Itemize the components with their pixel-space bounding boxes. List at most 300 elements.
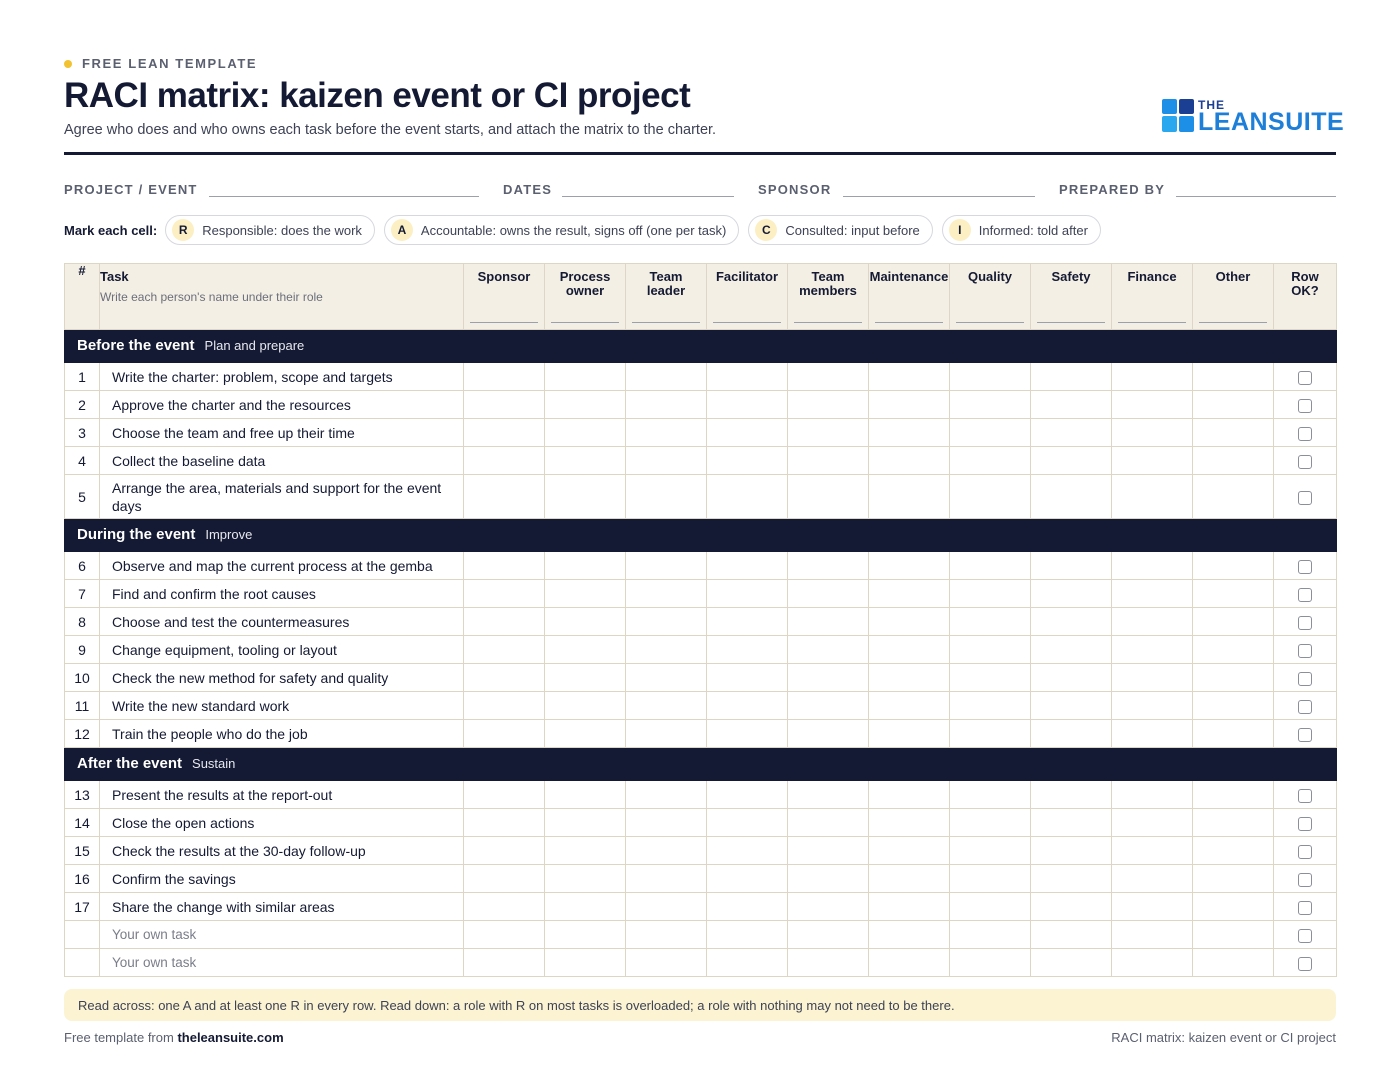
raci-body xyxy=(65,330,1337,977)
legend-text: Responsible: does the work xyxy=(202,222,362,238)
raci-cell[interactable] xyxy=(464,692,545,720)
raci-cell[interactable] xyxy=(869,608,950,636)
raci-cell[interactable] xyxy=(707,781,788,809)
prepared-by-label: PREPARED BY xyxy=(1059,182,1166,197)
row-ok-checkbox[interactable] xyxy=(1298,929,1312,943)
raci-cell[interactable] xyxy=(707,809,788,837)
raci-cell[interactable] xyxy=(950,419,1031,447)
raci-cell[interactable] xyxy=(869,419,950,447)
raci-cell[interactable] xyxy=(1112,419,1193,447)
row-ok-checkbox[interactable] xyxy=(1298,700,1312,714)
raci-cell[interactable] xyxy=(1031,720,1112,748)
row-ok-cell xyxy=(1274,865,1337,893)
raci-cell[interactable] xyxy=(1031,893,1112,921)
row-number: 1 xyxy=(65,363,100,391)
raci-cell[interactable] xyxy=(626,391,707,419)
raci-cell[interactable] xyxy=(788,692,869,720)
role-name-line[interactable] xyxy=(875,322,943,323)
raci-cell[interactable] xyxy=(626,720,707,748)
prepared-by-input-line[interactable] xyxy=(1176,196,1336,197)
raci-cell[interactable] xyxy=(626,664,707,692)
legend-badge: A xyxy=(391,219,413,241)
table-row xyxy=(65,419,1337,447)
raci-cell[interactable] xyxy=(788,419,869,447)
raci-cell[interactable] xyxy=(950,552,1031,580)
raci-cell[interactable] xyxy=(464,921,545,949)
row-number xyxy=(65,921,100,949)
raci-cell[interactable] xyxy=(464,419,545,447)
raci-cell[interactable] xyxy=(707,949,788,977)
raci-cell[interactable] xyxy=(1193,608,1274,636)
raci-cell[interactable] xyxy=(626,552,707,580)
raci-cell[interactable] xyxy=(1112,949,1193,977)
raci-cell[interactable] xyxy=(1193,809,1274,837)
raci-cell[interactable] xyxy=(626,692,707,720)
raci-cell[interactable] xyxy=(545,893,626,921)
raci-cell[interactable] xyxy=(1112,781,1193,809)
raci-cell[interactable] xyxy=(1112,636,1193,664)
raci-cell[interactable] xyxy=(1112,580,1193,608)
row-ok-checkbox[interactable] xyxy=(1298,616,1312,630)
role-line2: leader xyxy=(646,283,686,298)
raci-cell[interactable] xyxy=(788,391,869,419)
raci-cell[interactable] xyxy=(464,781,545,809)
raci-cell[interactable] xyxy=(788,447,869,475)
raci-cell[interactable] xyxy=(1112,837,1193,865)
raci-cell[interactable] xyxy=(1193,664,1274,692)
raci-cell[interactable] xyxy=(464,580,545,608)
raci-cell[interactable] xyxy=(1031,391,1112,419)
raci-cell[interactable] xyxy=(464,363,545,391)
raci-cell[interactable] xyxy=(950,837,1031,865)
raci-cell[interactable] xyxy=(788,949,869,977)
leansuite-mark-icon xyxy=(1162,99,1195,133)
row-ok-checkbox[interactable] xyxy=(1298,455,1312,469)
task-text: Arrange the area, materials and support for the event days xyxy=(100,475,464,519)
num-header: # xyxy=(65,264,100,330)
raci-cell[interactable] xyxy=(545,475,626,519)
table-row xyxy=(65,447,1337,475)
row-ok-cell xyxy=(1274,580,1337,608)
row-ok-cell xyxy=(1274,781,1337,809)
raci-cell[interactable] xyxy=(545,419,626,447)
raci-cell[interactable] xyxy=(950,781,1031,809)
raci-cell[interactable] xyxy=(1193,580,1274,608)
raci-cell[interactable] xyxy=(707,664,788,692)
footer-left xyxy=(64,1030,284,1045)
raci-cell[interactable] xyxy=(1193,720,1274,748)
raci-cell[interactable] xyxy=(1193,921,1274,949)
raci-cell[interactable] xyxy=(1112,893,1193,921)
raci-cell[interactable] xyxy=(707,865,788,893)
raci-cell[interactable] xyxy=(869,865,950,893)
row-ok-cell xyxy=(1274,664,1337,692)
page-title: RACI matrix: kaizen event or CI project xyxy=(64,76,691,115)
raci-cell[interactable] xyxy=(1193,363,1274,391)
task-text: Approve the charter and the resources xyxy=(100,391,464,419)
raci-cell[interactable] xyxy=(545,552,626,580)
raci-cell[interactable] xyxy=(1193,865,1274,893)
row-ok-checkbox[interactable] xyxy=(1298,491,1312,505)
row-number: 12 xyxy=(65,720,100,748)
row-ok-checkbox[interactable] xyxy=(1298,371,1312,385)
raci-cell[interactable] xyxy=(869,447,950,475)
raci-cell[interactable] xyxy=(1031,921,1112,949)
raci-cell[interactable] xyxy=(788,608,869,636)
raci-cell[interactable] xyxy=(1193,893,1274,921)
raci-cell[interactable] xyxy=(869,921,950,949)
sponsor-label: SPONSOR xyxy=(758,182,832,197)
section-title: During the event xyxy=(77,526,196,543)
raci-cell[interactable] xyxy=(1193,636,1274,664)
raci-cell[interactable] xyxy=(869,893,950,921)
role-name-line[interactable] xyxy=(632,322,700,323)
row-ok-checkbox[interactable] xyxy=(1298,817,1312,831)
own-task-placeholder[interactable]: Your own task xyxy=(100,921,464,949)
row-number: 13 xyxy=(65,781,100,809)
row-ok-checkbox[interactable] xyxy=(1298,399,1312,413)
role-header-team-leader xyxy=(626,264,707,330)
raci-cell[interactable] xyxy=(545,809,626,837)
raci-cell[interactable] xyxy=(950,893,1031,921)
raci-cell[interactable] xyxy=(707,837,788,865)
raci-cell[interactable] xyxy=(626,949,707,977)
raci-cell[interactable] xyxy=(1031,447,1112,475)
raci-cell[interactable] xyxy=(950,664,1031,692)
raci-cell[interactable] xyxy=(1112,809,1193,837)
legend-badge: C xyxy=(755,219,777,241)
raci-cell[interactable] xyxy=(545,391,626,419)
raci-cell[interactable] xyxy=(707,363,788,391)
raci-cell[interactable] xyxy=(545,921,626,949)
legend-informed xyxy=(942,215,1101,245)
raci-cell[interactable] xyxy=(707,475,788,519)
legend-consulted xyxy=(748,215,932,245)
raci-cell[interactable] xyxy=(707,921,788,949)
raci-cell[interactable] xyxy=(950,475,1031,519)
raci-cell[interactable] xyxy=(950,391,1031,419)
role-line2: owner xyxy=(565,283,605,298)
raci-cell[interactable] xyxy=(1031,809,1112,837)
raci-cell[interactable] xyxy=(950,580,1031,608)
raci-cell[interactable] xyxy=(788,921,869,949)
raci-cell[interactable] xyxy=(464,949,545,977)
row-number: 3 xyxy=(65,419,100,447)
raci-cell[interactable] xyxy=(707,419,788,447)
raci-cell[interactable] xyxy=(464,809,545,837)
raci-cell[interactable] xyxy=(545,865,626,893)
raci-cell[interactable] xyxy=(788,893,869,921)
raci-cell[interactable] xyxy=(626,363,707,391)
raci-cell[interactable] xyxy=(545,720,626,748)
role-name-line[interactable] xyxy=(470,322,538,323)
raci-cell[interactable] xyxy=(707,692,788,720)
raci-cell[interactable] xyxy=(1112,552,1193,580)
role-name-line[interactable] xyxy=(794,322,862,323)
raci-cell[interactable] xyxy=(869,809,950,837)
raci-cell[interactable] xyxy=(788,475,869,519)
raci-cell[interactable] xyxy=(1031,608,1112,636)
raci-cell[interactable] xyxy=(869,781,950,809)
table-header-row xyxy=(65,264,1337,330)
reading-note: Read across: one A and at least one R in every row. Read down: a role with R on most tasks is overloaded; a role with nothing may not need to be there. xyxy=(64,989,1336,1021)
raci-cell[interactable] xyxy=(545,447,626,475)
raci-cell[interactable] xyxy=(707,552,788,580)
raci-cell[interactable] xyxy=(1112,363,1193,391)
raci-cell[interactable] xyxy=(950,608,1031,636)
raci-cell[interactable] xyxy=(1193,475,1274,519)
role-line1: Facilitator xyxy=(715,269,779,284)
raci-cell[interactable] xyxy=(1112,664,1193,692)
raci-cell[interactable] xyxy=(464,608,545,636)
raci-cell[interactable] xyxy=(788,636,869,664)
raci-cell[interactable] xyxy=(626,921,707,949)
task-text: Observe and map the current process at the gemba xyxy=(100,552,464,580)
footer-site-link[interactable]: theleansuite.com xyxy=(177,1030,284,1045)
dates-label: DATES xyxy=(503,182,553,197)
raci-cell[interactable] xyxy=(545,580,626,608)
raci-cell[interactable] xyxy=(788,809,869,837)
raci-cell[interactable] xyxy=(1031,363,1112,391)
raci-cell[interactable] xyxy=(869,391,950,419)
row-number: 8 xyxy=(65,608,100,636)
raci-cell[interactable] xyxy=(1031,664,1112,692)
role-name-line[interactable] xyxy=(1118,322,1186,323)
row-ok-cell xyxy=(1274,475,1337,519)
raci-cell[interactable] xyxy=(788,552,869,580)
row-ok-checkbox[interactable] xyxy=(1298,588,1312,602)
raci-cell[interactable] xyxy=(950,692,1031,720)
raci-cell[interactable] xyxy=(869,363,950,391)
raci-cell[interactable] xyxy=(707,608,788,636)
raci-cell[interactable] xyxy=(626,809,707,837)
raci-cell[interactable] xyxy=(1031,552,1112,580)
table-row xyxy=(65,475,1337,519)
raci-cell[interactable] xyxy=(788,837,869,865)
raci-cell[interactable] xyxy=(707,447,788,475)
raci-cell[interactable] xyxy=(545,636,626,664)
raci-cell[interactable] xyxy=(1031,692,1112,720)
raci-cell[interactable] xyxy=(1031,475,1112,519)
raci-cell[interactable] xyxy=(464,636,545,664)
raci-cell[interactable] xyxy=(869,837,950,865)
raci-cell[interactable] xyxy=(869,475,950,519)
role-name-line[interactable] xyxy=(1037,322,1105,323)
role-name-line[interactable] xyxy=(1199,322,1267,323)
section-header-cell xyxy=(65,330,1337,363)
row-ok-checkbox[interactable] xyxy=(1298,957,1312,971)
raci-cell[interactable] xyxy=(950,949,1031,977)
raci-cell[interactable] xyxy=(1112,447,1193,475)
row-number: 5 xyxy=(65,475,100,519)
project-input-line[interactable] xyxy=(209,196,479,197)
raci-cell[interactable] xyxy=(1112,692,1193,720)
raci-cell[interactable] xyxy=(950,809,1031,837)
event-fields xyxy=(64,182,1336,202)
raci-cell[interactable] xyxy=(788,580,869,608)
role-header-process-owner xyxy=(545,264,626,330)
raci-cell[interactable] xyxy=(464,893,545,921)
raci-cell[interactable] xyxy=(1193,781,1274,809)
raci-cell[interactable] xyxy=(545,837,626,865)
row-number: 4 xyxy=(65,447,100,475)
raci-cell[interactable] xyxy=(626,636,707,664)
raci-cell[interactable] xyxy=(788,720,869,748)
raci-cell[interactable] xyxy=(950,865,1031,893)
raci-cell[interactable] xyxy=(1193,552,1274,580)
raci-cell[interactable] xyxy=(950,921,1031,949)
raci-cell[interactable] xyxy=(869,552,950,580)
role-name-line[interactable] xyxy=(713,322,781,323)
raci-cell[interactable] xyxy=(707,636,788,664)
raci-cell[interactable] xyxy=(950,636,1031,664)
task-text: Collect the baseline data xyxy=(100,447,464,475)
raci-cell[interactable] xyxy=(1031,419,1112,447)
raci-cell[interactable] xyxy=(869,720,950,748)
raci-cell[interactable] xyxy=(869,636,950,664)
raci-cell[interactable] xyxy=(1031,781,1112,809)
role-header-facilitator xyxy=(707,264,788,330)
row-ok-checkbox[interactable] xyxy=(1298,873,1312,887)
row-ok-cell xyxy=(1274,692,1337,720)
raci-cell[interactable] xyxy=(1193,391,1274,419)
raci-cell[interactable] xyxy=(707,720,788,748)
raci-cell[interactable] xyxy=(545,781,626,809)
row-number: 6 xyxy=(65,552,100,580)
raci-cell[interactable] xyxy=(545,608,626,636)
raci-cell[interactable] xyxy=(1193,692,1274,720)
raci-cell[interactable] xyxy=(626,608,707,636)
raci-cell[interactable] xyxy=(950,363,1031,391)
raci-cell[interactable] xyxy=(869,664,950,692)
raci-cell[interactable] xyxy=(626,447,707,475)
raci-cell[interactable] xyxy=(545,949,626,977)
legend-badge: I xyxy=(949,219,971,241)
raci-cell[interactable] xyxy=(464,865,545,893)
raci-cell[interactable] xyxy=(1031,865,1112,893)
row-number: 2 xyxy=(65,391,100,419)
task-header-sub: Write each person's name under their role xyxy=(100,290,323,304)
own-task-placeholder[interactable]: Your own task xyxy=(100,949,464,977)
task-text: Write the charter: problem, scope and targets xyxy=(100,363,464,391)
row-ok-checkbox[interactable] xyxy=(1298,427,1312,441)
raci-cell[interactable] xyxy=(1112,720,1193,748)
raci-cell[interactable] xyxy=(626,893,707,921)
raci-cell[interactable] xyxy=(626,865,707,893)
row-ok-cell xyxy=(1274,552,1337,580)
row-ok-checkbox[interactable] xyxy=(1298,644,1312,658)
raci-cell[interactable] xyxy=(545,664,626,692)
row-ok-cell xyxy=(1274,921,1337,949)
raci-cell[interactable] xyxy=(626,475,707,519)
task-text: Train the people who do the job xyxy=(100,720,464,748)
role-line1: Sponsor xyxy=(477,269,531,284)
row-ok-cell xyxy=(1274,720,1337,748)
raci-cell[interactable] xyxy=(1193,837,1274,865)
raci-cell[interactable] xyxy=(869,692,950,720)
raci-cell[interactable] xyxy=(1112,921,1193,949)
row-ok-checkbox[interactable] xyxy=(1298,845,1312,859)
raci-cell[interactable] xyxy=(464,447,545,475)
ok-line2: OK? xyxy=(1291,283,1319,298)
raci-cell[interactable] xyxy=(626,781,707,809)
role-name-line[interactable] xyxy=(956,322,1024,323)
row-ok-cell xyxy=(1274,636,1337,664)
section-header-cell xyxy=(65,748,1337,781)
sponsor-input-line[interactable] xyxy=(843,196,1035,197)
role-line1: Process xyxy=(559,269,611,284)
table-row xyxy=(65,921,1337,949)
raci-cell[interactable] xyxy=(788,363,869,391)
raci-cell[interactable] xyxy=(707,391,788,419)
raci-legend xyxy=(64,214,1110,246)
raci-cell[interactable] xyxy=(545,692,626,720)
raci-cell[interactable] xyxy=(707,893,788,921)
raci-cell[interactable] xyxy=(1031,837,1112,865)
raci-cell[interactable] xyxy=(464,664,545,692)
role-header-finance xyxy=(1112,264,1193,330)
task-text: Close the open actions xyxy=(100,809,464,837)
role-line1: Other xyxy=(1215,269,1251,284)
role-header-team-members xyxy=(788,264,869,330)
row-ok-checkbox[interactable] xyxy=(1298,789,1312,803)
role-name-line[interactable] xyxy=(551,322,619,323)
raci-cell[interactable] xyxy=(1112,391,1193,419)
task-text: Choose the team and free up their time xyxy=(100,419,464,447)
raci-cell[interactable] xyxy=(626,419,707,447)
raci-cell[interactable] xyxy=(1193,419,1274,447)
raci-cell[interactable] xyxy=(464,391,545,419)
legend-text: Accountable: owns the result, signs off (one per task) xyxy=(420,222,727,238)
row-number: 17 xyxy=(65,893,100,921)
raci-cell[interactable] xyxy=(869,949,950,977)
row-ok-checkbox[interactable] xyxy=(1298,728,1312,742)
legend-accountable xyxy=(384,215,739,245)
raci-cell[interactable] xyxy=(464,552,545,580)
raci-cell[interactable] xyxy=(1031,949,1112,977)
raci-cell[interactable] xyxy=(626,580,707,608)
raci-cell[interactable] xyxy=(464,475,545,519)
role-line1: Safety xyxy=(1051,269,1091,284)
row-ok-cell xyxy=(1274,419,1337,447)
row-ok-checkbox[interactable] xyxy=(1298,560,1312,574)
raci-cell[interactable] xyxy=(1031,636,1112,664)
raci-cell[interactable] xyxy=(1193,949,1274,977)
raci-cell[interactable] xyxy=(950,720,1031,748)
raci-cell[interactable] xyxy=(626,837,707,865)
raci-cell[interactable] xyxy=(1112,475,1193,519)
raci-cell[interactable] xyxy=(950,447,1031,475)
raci-cell[interactable] xyxy=(464,720,545,748)
raci-cell[interactable] xyxy=(1193,447,1274,475)
raci-cell[interactable] xyxy=(788,664,869,692)
raci-cell[interactable] xyxy=(869,580,950,608)
raci-cell[interactable] xyxy=(788,781,869,809)
section-title: After the event xyxy=(77,755,183,772)
raci-cell[interactable] xyxy=(788,865,869,893)
row-ok-checkbox[interactable] xyxy=(1298,672,1312,686)
raci-cell[interactable] xyxy=(545,363,626,391)
raci-cell[interactable] xyxy=(1112,608,1193,636)
row-ok-checkbox[interactable] xyxy=(1298,901,1312,915)
table-row xyxy=(65,692,1337,720)
raci-cell[interactable] xyxy=(1031,580,1112,608)
dates-input-line[interactable] xyxy=(562,196,734,197)
section-subtitle: Sustain xyxy=(192,756,236,771)
raci-cell[interactable] xyxy=(1112,865,1193,893)
raci-cell[interactable] xyxy=(464,837,545,865)
raci-cell[interactable] xyxy=(707,580,788,608)
